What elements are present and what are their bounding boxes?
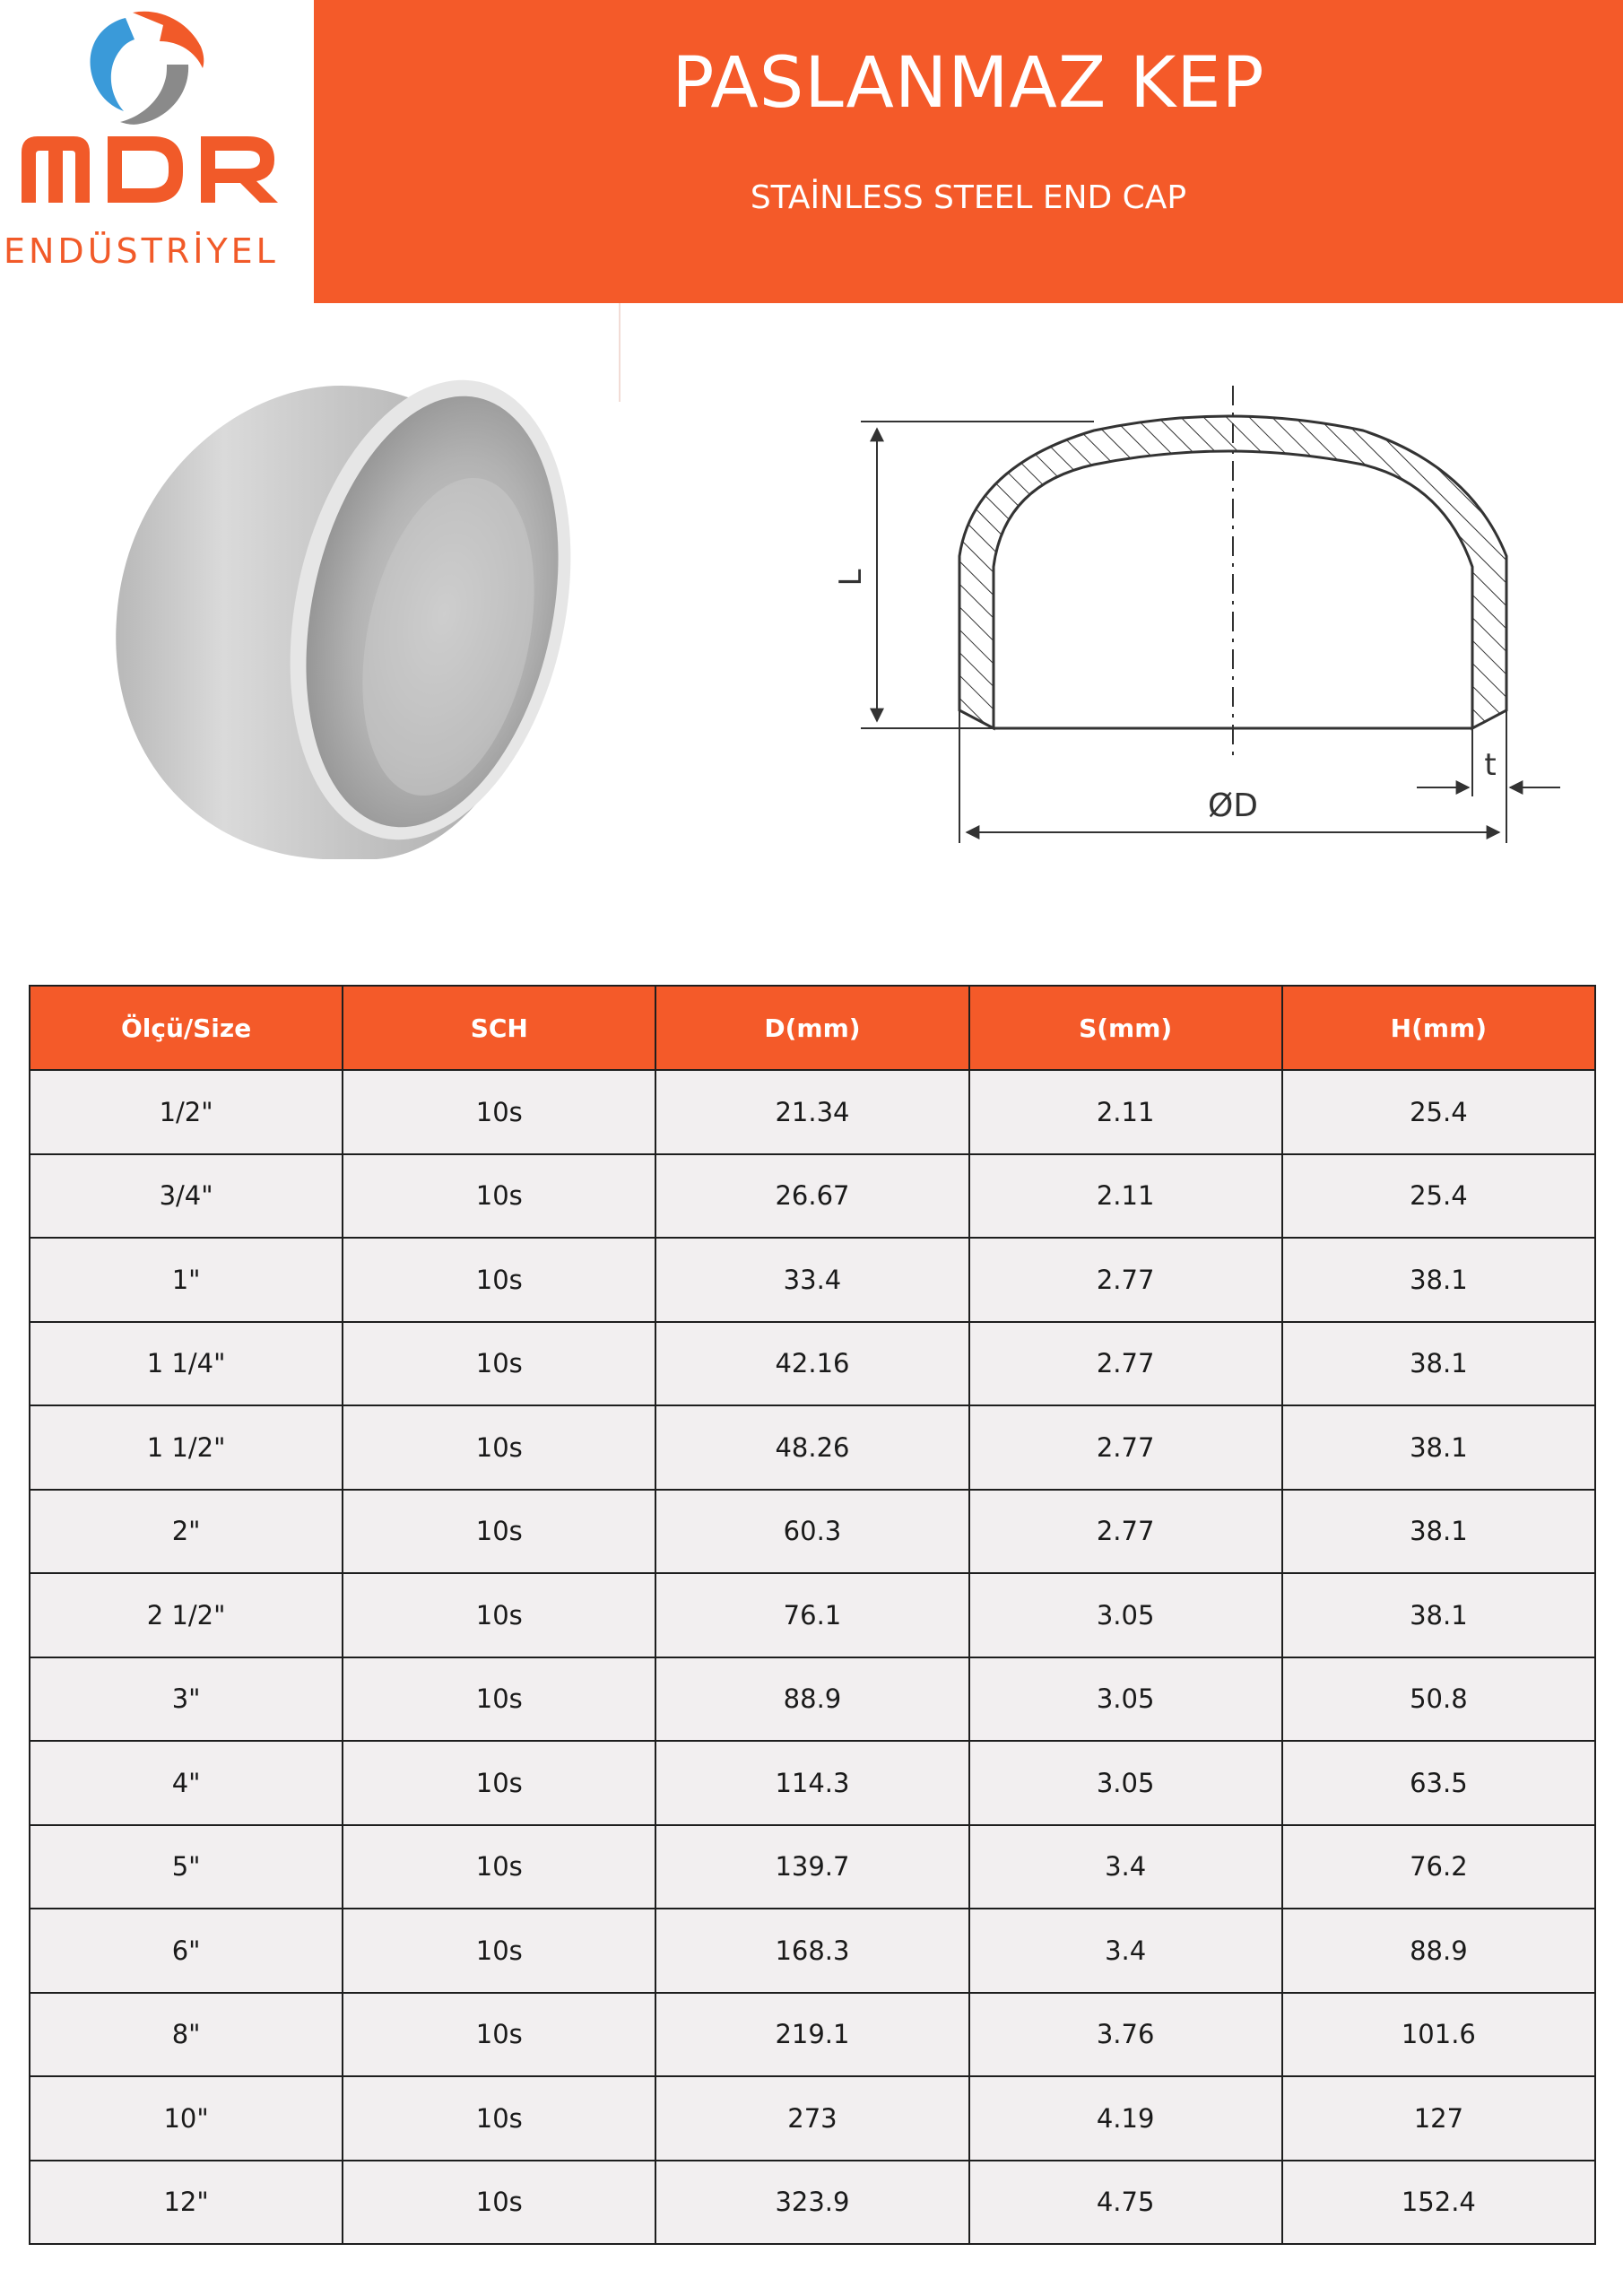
cell-s: 2.11	[969, 1154, 1282, 1239]
cell-sch: 10s	[343, 1405, 655, 1490]
table-row	[30, 1322, 1595, 1406]
table-row	[30, 1741, 1595, 1825]
cell-sch: 10s	[343, 1909, 655, 1993]
table-row	[30, 1070, 1595, 1154]
cell-h: 63.5	[1282, 1741, 1595, 1825]
cell-d: 88.9	[655, 1657, 968, 1742]
cell-sch: 10s	[343, 1993, 655, 2077]
cell-size: 6"	[30, 1909, 343, 1993]
end-cap-product-image	[108, 368, 574, 870]
cell-h: 127	[1282, 2076, 1595, 2161]
header-size: Ölçü/Size	[30, 986, 343, 1070]
cell-s: 3.76	[969, 1993, 1282, 2077]
length-label: L	[833, 569, 869, 587]
cell-d: 48.26	[655, 1405, 968, 1490]
cell-size: 4"	[30, 1741, 343, 1825]
divider	[619, 303, 621, 402]
logo-swirl-icon	[70, 5, 213, 131]
cell-size: 3/4"	[30, 1154, 343, 1239]
cell-d: 273	[655, 2076, 968, 2161]
table-row	[30, 1573, 1595, 1657]
spec-table	[29, 985, 1596, 2245]
cell-sch: 10s	[343, 1070, 655, 1154]
cell-h: 76.2	[1282, 1825, 1595, 1909]
cell-d: 139.7	[655, 1825, 968, 1909]
cell-size: 2"	[30, 1490, 343, 1574]
cell-d: 42.16	[655, 1322, 968, 1406]
cell-h: 38.1	[1282, 1405, 1595, 1490]
cell-sch: 10s	[343, 1490, 655, 1574]
cell-s: 3.05	[969, 1741, 1282, 1825]
cell-size: 1/2"	[30, 1070, 343, 1154]
table-row	[30, 1657, 1595, 1742]
cell-s: 2.77	[969, 1238, 1282, 1322]
cell-h: 50.8	[1282, 1657, 1595, 1742]
table-row	[30, 1154, 1595, 1239]
table-row	[30, 2076, 1595, 2161]
brand-logo	[0, 0, 314, 303]
cell-sch: 10s	[343, 1154, 655, 1239]
cell-s: 3.4	[969, 1825, 1282, 1909]
table-row	[30, 1993, 1595, 2077]
header-h: H(mm)	[1282, 986, 1595, 1070]
cell-d: 26.67	[655, 1154, 968, 1239]
cell-d: 114.3	[655, 1741, 968, 1825]
cell-s: 3.4	[969, 1909, 1282, 1993]
cell-h: 38.1	[1282, 1490, 1595, 1574]
cell-d: 323.9	[655, 2161, 968, 2245]
cell-s: 2.77	[969, 1490, 1282, 1574]
thickness-label: t	[1484, 747, 1497, 783]
table-row	[30, 1825, 1595, 1909]
cell-sch: 10s	[343, 1238, 655, 1322]
header-sch: SCH	[343, 986, 655, 1070]
table-row	[30, 1909, 1595, 1993]
cell-size: 12"	[30, 2161, 343, 2245]
page-title: PASLANMAZ KEP	[672, 43, 1265, 124]
cell-sch: 10s	[343, 1825, 655, 1909]
cell-s: 4.19	[969, 2076, 1282, 2161]
table-row	[30, 2161, 1595, 2245]
cell-sch: 10s	[343, 2076, 655, 2161]
cell-sch: 10s	[343, 1741, 655, 1825]
cell-size: 1 1/2"	[30, 1405, 343, 1490]
cell-sch: 10s	[343, 1657, 655, 1742]
cell-h: 25.4	[1282, 1070, 1595, 1154]
cell-sch: 10s	[343, 2161, 655, 2245]
cell-size: 1"	[30, 1238, 343, 1322]
cell-h: 38.1	[1282, 1322, 1595, 1406]
cell-s: 3.05	[969, 1573, 1282, 1657]
cell-d: 76.1	[655, 1573, 968, 1657]
cell-s: 2.11	[969, 1070, 1282, 1154]
header-s: S(mm)	[969, 986, 1282, 1070]
cell-d: 21.34	[655, 1070, 968, 1154]
cell-h: 88.9	[1282, 1909, 1595, 1993]
cell-size: 1 1/4"	[30, 1322, 343, 1406]
cell-size: 10"	[30, 2076, 343, 2161]
table-header-row	[30, 986, 1595, 1070]
cell-size: 3"	[30, 1657, 343, 1742]
cell-size: 8"	[30, 1993, 343, 2077]
cell-sch: 10s	[343, 1573, 655, 1657]
cell-h: 25.4	[1282, 1154, 1595, 1239]
header-d: D(mm)	[655, 986, 968, 1070]
cell-s: 3.05	[969, 1657, 1282, 1742]
cell-h: 38.1	[1282, 1238, 1595, 1322]
cell-d: 33.4	[655, 1238, 968, 1322]
cell-s: 2.77	[969, 1322, 1282, 1406]
page-subtitle: STAİNLESS STEEL END CAP	[750, 179, 1187, 216]
header-banner	[314, 0, 1623, 303]
cell-d: 168.3	[655, 1909, 968, 1993]
cell-size: 2 1/2"	[30, 1573, 343, 1657]
cell-h: 152.4	[1282, 2161, 1595, 2245]
cap-technical-drawing	[825, 359, 1578, 861]
cell-sch: 10s	[343, 1322, 655, 1406]
table-row	[30, 1238, 1595, 1322]
cell-d: 219.1	[655, 1993, 968, 2077]
table-row	[30, 1490, 1595, 1574]
cell-d: 60.3	[655, 1490, 968, 1574]
cell-s: 4.75	[969, 2161, 1282, 2245]
cell-s: 2.77	[969, 1405, 1282, 1490]
diameter-label: ØD	[1207, 787, 1259, 824]
cell-h: 101.6	[1282, 1993, 1595, 2077]
table-row	[30, 1405, 1595, 1490]
cell-h: 38.1	[1282, 1573, 1595, 1657]
brand-subtitle: ENDÜSTRİYEL	[4, 231, 279, 271]
logo-wordmark	[18, 126, 287, 206]
cell-size: 5"	[30, 1825, 343, 1909]
